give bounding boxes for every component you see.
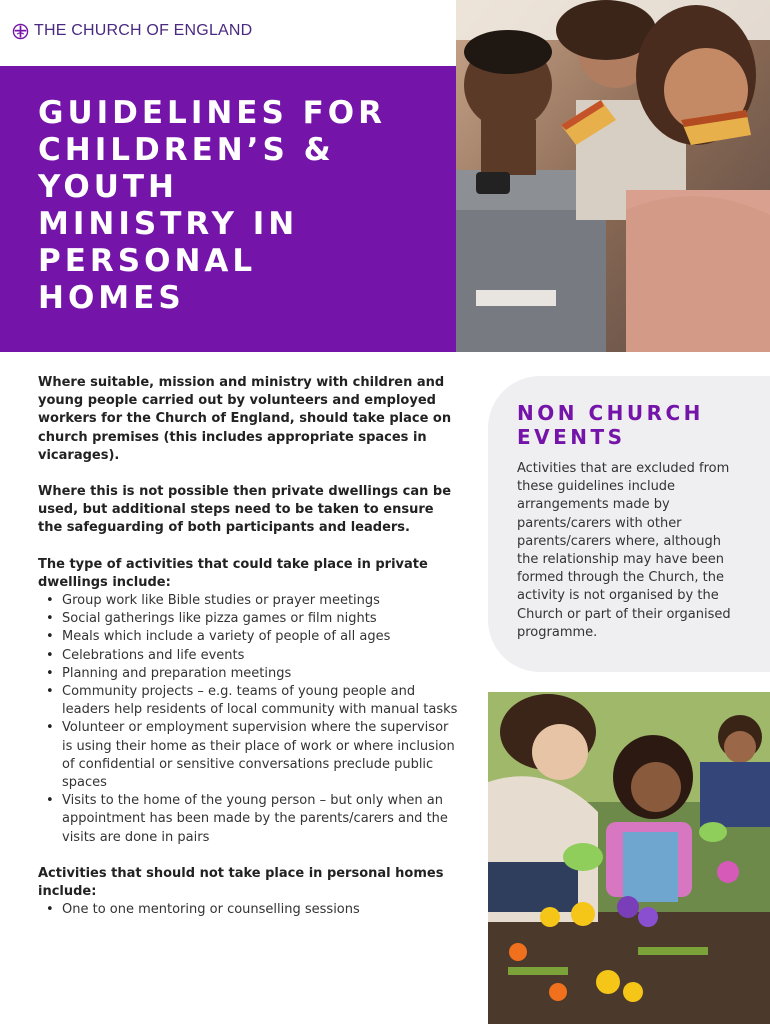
activities-heading: The type of activities that could take place in private dwellings include: (38, 556, 428, 590)
not-activities-heading: Activities that should not take place in personal homes include: (38, 865, 444, 900)
page-title (38, 95, 448, 317)
list-item: • Social gatherings like pizza games or film nights (62, 610, 458, 628)
main-content (38, 374, 458, 919)
private-dwellings-paragraph: Where this is not possible then private dwellings can be used, but additional steps need to be taken to ensure the safeguarding of both participants and leaders. (38, 484, 452, 536)
title-line: YOUTH (38, 169, 178, 205)
list-item: • Celebrations and life events (62, 647, 458, 665)
list-item: • Visits to the home of the young person – but only when an appointment has been made by the parents/carers and the visits are done in pairs (62, 792, 458, 847)
list-item: • Group work like Bible studies or prayer meetings (62, 592, 458, 610)
logo-text: THE CHURCH OF ENGLAND (34, 22, 253, 39)
list-item: • One to one mentoring or counselling sessions (62, 901, 458, 919)
title-line: PERSONAL (38, 243, 257, 279)
list-item: • Planning and preparation meetings (62, 665, 458, 683)
activities-list (38, 592, 458, 847)
title-line: HOMES (38, 280, 185, 316)
hero-photo (456, 0, 770, 352)
list-item: • Volunteer or employment supervision where the supervisor is using their home as their place of work or where inclusion of confidential or sensitive conversations preclude public spaces (62, 719, 458, 792)
title-banner (0, 66, 456, 352)
church-of-england-cross-icon (12, 23, 29, 40)
sidebar-body: Activities that are excluded from these guidelines include arrangements made by parents/carers with other parents/carers where, although the relationship may have been formed through the Church, the activity is not organised by the Church or part of their organised programme. (517, 461, 731, 640)
title-line: CHILDREN’S & (38, 132, 335, 168)
non-church-events-box (488, 376, 770, 672)
title-line: MINISTRY IN (38, 206, 299, 242)
list-item: • Meals which include a variety of people of all ages (62, 628, 458, 646)
sidebar-heading: NON CHURCH EVENTS (517, 401, 704, 449)
church-logo (12, 22, 252, 40)
garden-photo (488, 692, 770, 1024)
title-line: GUIDELINES FOR (38, 95, 386, 131)
intro-paragraph: Where suitable, mission and ministry with children and young people carried out by volunteers and employed workers for the Church of England, should take place on church premises (this includes appropriate spaces in vicarages). (38, 375, 452, 463)
list-item: • Community projects – e.g. teams of young people and leaders help residents of local community with manual tasks (62, 683, 458, 719)
not-activities-list (38, 901, 458, 919)
